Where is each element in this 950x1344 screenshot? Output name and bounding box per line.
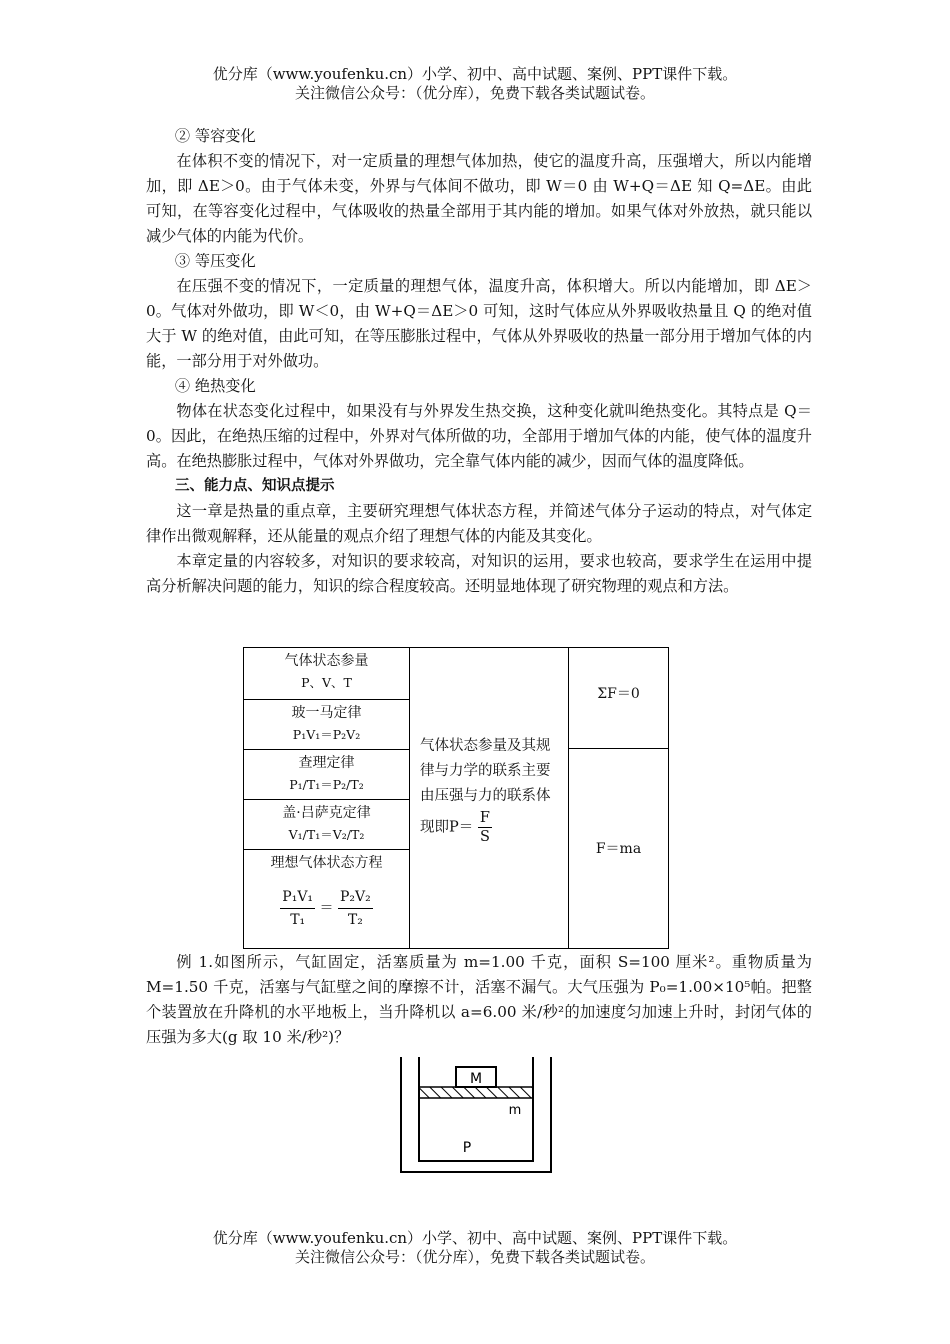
paragraph-adiabatic: 物体在状态变化过程中，如果没有与外界发生热交换，这种变化就叫绝热变化。其特点是 Q＝0。因此，在绝热压缩的过程中，外界对气体所做的功，全部用于增加气体的内能，使气体的温度升高。在绝热膨胀过程中，气体对外界做功，完全靠气体内能的减少，因而气体的温度降低。 [146, 402, 812, 470]
label-M: M [469, 1071, 483, 1087]
cell-title: 查理定律 [298, 755, 355, 771]
page-header [0, 65, 950, 103]
label-m: m [508, 1103, 522, 1118]
table-cell-gay-lussac [244, 800, 409, 850]
table-cell-charles [244, 750, 409, 800]
table-column-relation [409, 647, 569, 949]
page-footer [0, 1229, 950, 1267]
cell-value: V₁/T₁＝V₂/T₂ [288, 827, 365, 842]
paragraph-requirements: 本章定量的内容较多，对知识的要求较高，对知识的运用，要求也较高，要求学生在运用中提高分析解决问题的能力，知识的综合程度较高。还明显地体现了研究物理的观点和方法。 [146, 552, 812, 595]
section-title-isochoric: ② 等容变化 [174, 127, 256, 145]
cell-title: 盖·吕萨克定律 [282, 805, 371, 821]
example-problem [146, 950, 812, 1050]
paragraph-isobaric: 在压强不变的情况下，一定质量的理想气体，温度升高，体积增大。所以内能增加，即 ΔE＞0。气体对外做功，即 W＜0，由 W+Q＝ΔE＞0 可知，这时气体应从外界吸收热量且 Q 的绝对值大于 W 的绝对值，由此可知，在等压膨胀过程中，气体从外界吸收的热量一部分用于增加气体的内能，一部分用于对外做功。 [146, 277, 812, 370]
table-column-laws [243, 647, 410, 949]
cell-title: 玻一马定律 [291, 705, 362, 721]
newton-second-law: F＝ma [595, 841, 642, 857]
section-title-adiabatic: ④ 绝热变化 [174, 377, 256, 395]
cell-value: P、V、T [301, 675, 352, 690]
table-cell-boyle [244, 700, 409, 750]
relation-text: 气体状态参量及其规律与力学的联系主要由压强与力的联系体现即P＝ $\frac{F}{S}$ [420, 738, 551, 845]
cell-value: P₁V₁＝P₂V₂ [292, 727, 361, 742]
cell-value: P₁/T₁＝P₂/T₂ [289, 777, 364, 792]
table-cell-state-params [244, 648, 409, 700]
table-cell-ideal-gas [244, 850, 409, 950]
gas-law-table [243, 647, 669, 949]
example-text: 例 1.如图所示，气缸固定，活塞质量为 m=1.00 千克，面积 S=100 厘米²。重物质量为 M=1.50 千克，活塞与气缸壁之间的摩擦不计，活塞不漏气。大气压强为 P₀=1.00×10⁵帕。把整个装置放在升降机的水平地板上，当升降机以 a=6.00 米/秒²的加速度匀加速上升时，封闭气体的压强为多大(g 取 10 米/秒²)？ [146, 953, 812, 1046]
main-content [146, 124, 812, 599]
ideal-gas-equation: $\frac{\text{P₁V₁}}{\text{T₁}}$ ＝ $\frac{\text{P₂V₂}}{\text{T₂}}$ [244, 886, 409, 931]
pressure-fraction: $\frac{F}{S}$ [479, 810, 490, 845]
fraction-left: $\frac{\text{P₁V₁}}{\text{T₁}}$ [280, 886, 315, 931]
heading-ability-points: 三、能力点、知识点提示 [175, 478, 335, 494]
paragraph-isochoric: 在体积不变的情况下，对一定质量的理想气体加热，使它的温度升高，压强增大，所以内能增加，即 ΔE＞0。由于气体未变，外界与气体间不做功，即 W＝0 由 W+Q＝ΔE 知 Q=ΔE。由此可知，在等容变化过程中，气体吸收的热量全部用于其内能的增加。如果气体对外放热，就只能以减少气体的内能为代价。 [146, 152, 812, 245]
fraction-right: $\frac{\text{P₂V₂}}{\text{T₂}}$ [338, 886, 373, 931]
label-P: P [462, 1140, 472, 1156]
footer-line-1: 优分库（www.youfenku.cn）小学、初中、高中试题、案例、PPT课件下载。 [212, 1229, 738, 1247]
section-title-isobaric: ③ 等压变化 [174, 252, 256, 270]
cell-title: 理想气体状态方程 [270, 855, 383, 871]
piston [419, 1087, 533, 1098]
equilibrium-condition: ΣF＝0 [569, 648, 668, 749]
footer-line-2: 关注微信公众号：（优分库），免费下载各类试题试卷。 [294, 1248, 655, 1266]
paragraph-intro: 这一章是热量的重点章，主要研究理想气体状态方程，并简述气体分子运动的特点，对气体定律作出微观解释，还从能量的观点介绍了理想气体的内能及其变化。 [146, 502, 812, 545]
cylinder-diagram [397, 1055, 555, 1177]
header-line-2: 关注微信公众号：（优分库），免费下载各类试题试卷。 [294, 84, 655, 102]
cell-title: 气体状态参量 [284, 653, 369, 669]
table-column-mechanics [568, 647, 669, 949]
header-line-1: 优分库（www.youfenku.cn）小学、初中、高中试题、案例、PPT课件下载。 [212, 65, 738, 83]
